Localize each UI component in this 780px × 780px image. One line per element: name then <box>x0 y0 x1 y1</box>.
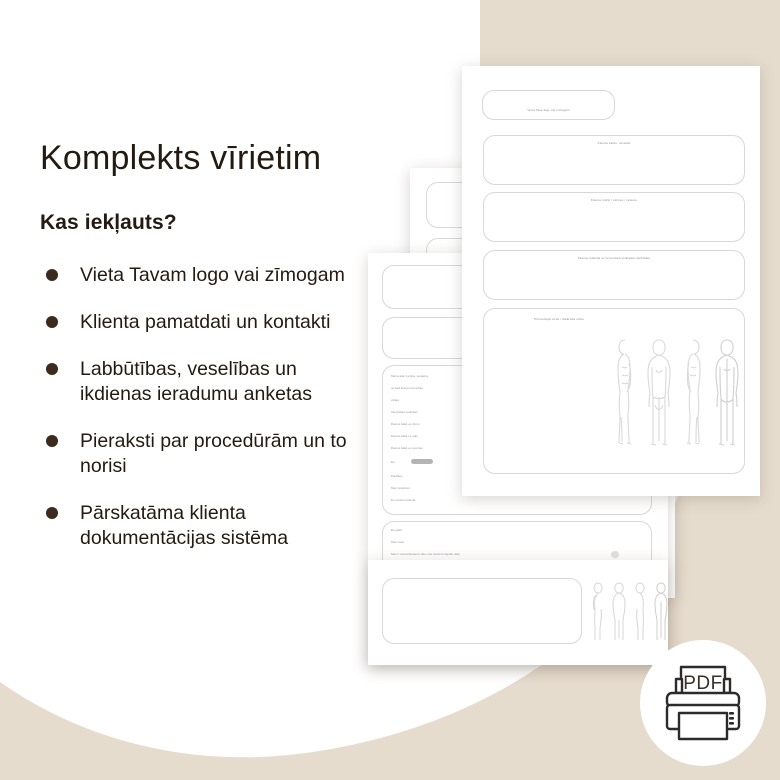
name-field-box <box>483 135 745 185</box>
answer-pill <box>611 551 619 558</box>
logo-field-box <box>482 90 615 120</box>
micro-text: Es <box>391 460 395 464</box>
bullet-dot-icon <box>46 269 58 281</box>
micro-text: vidēja <box>391 398 399 402</box>
field-label: Klienta mērķi / vēlmes / vēsture <box>590 198 638 202</box>
field-label: Vieta Tava logo vai zīmogam <box>527 108 570 112</box>
field-label: Pirmreizēja vizīte / atkārtota vizīte <box>534 317 584 321</box>
body-side-left-icon <box>612 337 638 449</box>
notes-figures-box <box>483 308 745 474</box>
list-item-label: Klienta pamatdati un kontakti <box>80 311 331 334</box>
copy-block <box>40 140 370 573</box>
list-item-label: Pārskatāma klienta dokumentācijas sistēma <box>80 502 289 550</box>
body-figures-small <box>590 582 668 642</box>
micro-text: Es cenšos ikdienā <box>391 498 416 502</box>
answer-pill <box>411 459 433 464</box>
page-title: Komplekts vīrietim <box>40 139 322 177</box>
section-subtitle: Kas iekļauts? <box>40 211 177 235</box>
micro-text: Mana āda ir jutīga, taukaina <box>391 374 429 378</box>
list-item-label: Labbūtības, veselības un ikdienas ieradumu anketas <box>80 358 312 406</box>
field-label: Klienta vārds, uzvārds <box>597 141 631 145</box>
list-item <box>40 310 370 335</box>
bullet-dot-icon <box>46 507 58 519</box>
list-item <box>40 263 370 288</box>
micro-text: Mani ieda <box>391 540 405 544</box>
micro-text: Dienas laikā es guļu <box>391 434 418 438</box>
micro-text: Man ir sauss/taukains āda, kas ietekmē ikgadu laiku <box>391 552 461 556</box>
feature-list <box>40 263 370 551</box>
goals-field-box <box>483 192 745 242</box>
list-item-label: Pieraksti par procedūrām un to norisi <box>80 430 347 478</box>
form-field-box <box>382 578 582 644</box>
micro-text: Es gulēt <box>391 528 402 532</box>
micro-text: Dienas laikā es sportoju <box>391 446 423 450</box>
body-side-right-icon <box>680 337 706 449</box>
list-item <box>40 357 370 407</box>
bullet-dot-icon <box>46 435 58 447</box>
list-item <box>40 501 370 551</box>
pdf-download-badge[interactable] <box>640 640 766 766</box>
body-front-icon <box>644 337 674 449</box>
list-item <box>40 429 370 479</box>
bullet-dot-icon <box>46 363 58 375</box>
list-item-label: Vieta Tavam logo vai zīmogam <box>80 264 345 287</box>
printer-icon <box>657 657 749 749</box>
pdf-label: PDF <box>683 673 723 694</box>
body-figures <box>612 337 742 449</box>
micro-text: Dienas laikā es dzeru <box>391 422 420 426</box>
micro-text: Alerģiskas reakcijas <box>391 410 418 414</box>
document-sheet-top[interactable] <box>462 66 760 496</box>
document-sheet-front-bottom[interactable] <box>368 560 668 665</box>
reaction-field-box <box>483 250 745 300</box>
field-label: Klienta reakcija uz procedūrā veiktajām darbībām <box>577 256 651 260</box>
bullet-dot-icon <box>46 316 58 328</box>
micro-text: un kad lietoju kosmētiku <box>391 386 424 390</box>
micro-text: Mani ieradumi <box>391 486 410 490</box>
body-back-icon <box>712 337 742 449</box>
micro-text: Piedalos <box>391 474 403 478</box>
